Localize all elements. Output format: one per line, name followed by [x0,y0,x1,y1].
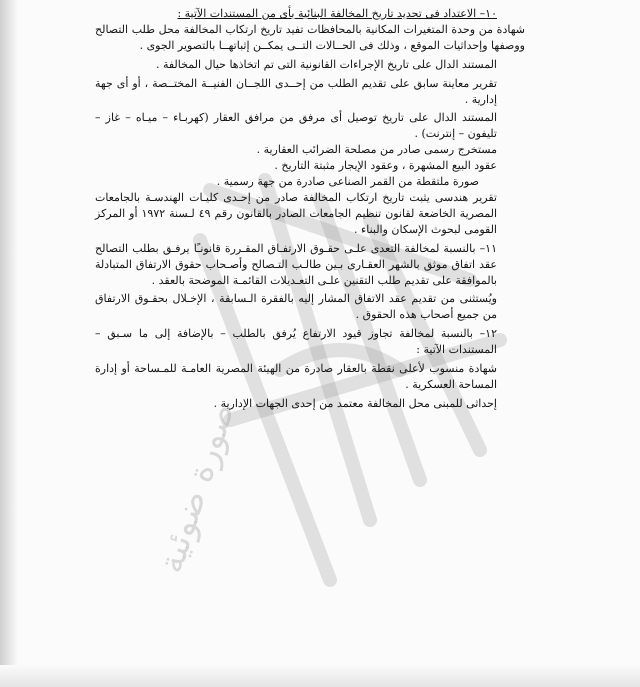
page-shadow-edge [0,0,18,687]
paragraph-12-heading: ١٢– بالنسبة لمخالفة تجاوز قيود الارتفاع يُرفق بالطلب – بالإضافة إلى ما سـبق – المستندات الآتية : [95,327,497,357]
watermark-text: صورة ضوئية [150,398,243,578]
page-bottom-edge [0,665,640,687]
paragraph-10-heading: ١٠– الاعتداد فى تحديد تاريخ المخالفة البنائية بأى من المستندات الآتية : [177,7,497,20]
paragraph-10-item-2: المستند الدال على تاريخ الإجراءات القانونية التى تم اتخاذها حيال المخالفة . [155,57,497,71]
paragraph-10-item-6: عقود البيع المشهرة ، وعقود الإيجار مثبتة التاريخ . [274,159,497,173]
paragraph-10-item-3: تقرير معاينة سابق على تقديم الطلب من إحــدى اللجــان الفنيــة المختــصة ، أو أى جهة إدارية . [95,76,497,106]
paragraph-10-item-5: مستخرج رسمى صادر من مصلحة الضرائب العقارية . [256,143,497,157]
paragraph-10-item-8: تقرير هندسى يثبت تاريخ ارتكاب المخالفة صادر من إحـدى كليـات الهندسـة بالجامعات المصرية الخاضعة لقانون تنظيم الجامعات الصادر بالقانون رقم ٤٩ لـسنة ١٩٧٢ أو المركز القومى لبحوث الإسكان والبناء . [95,190,498,236]
paragraph-10-item-4: المستند الدال على تاريخ توصيل أى مرفق من مرافق العقار (كهربـاء – ميـاه – غاز – تليفون – إنترنت) . [95,111,497,141]
paragraph-10-item-1: شهادة من وحدة المتغيرات المكانية بالمحافظات تفيد تاريخ ارتكاب المخالفة محل طلب التصالح ووصفها وإحداثيات الموقع ، وذلك فى الحــالات التــى يمكــن إثباتهــا بالتصوير الجوى . [95,22,525,52]
paragraph-10-item-7: صورة ملتقطة من القمر الصناعى صادرة من جهة رسمية . [216,175,479,189]
paragraph-11-item-1: ١١– بالنسبة لمخالفة التعدى علـى حقـوق الارتفـاق المقـررة قانونـًا يرفـق بطلب التصالح عقد اتفاق موثق بالشهر العقـارى بـين طالـب التـصالح وأصـحاب حقوق الارتفاق المتبادلة بالموافقة على تقديم طلب التقنين علـى التعـديلات القائمـة الموضحة بالعقد . [95,241,497,287]
document-body [95,6,525,412]
paragraph-12-item-2: إحداثى للمبنى محل المخالفة معتمد من إحدى الجهات الإدارية . [213,396,497,410]
paragraph-12-item-1: شهادة منسوب لأعلى نقطة بالعقار صادرة من الهيئة المصرية العامـة للمـساحة أو إدارة المساحة العسكرية . [95,362,497,391]
paragraph-11-item-2: ويُستثنى من تقديم عقد الاتفاق المشار إليه بالفقرة الـسابقة ، الإخـلال بحقـوق الارتفاق من جميع أصحاب هذه الحقوق . [95,292,497,322]
